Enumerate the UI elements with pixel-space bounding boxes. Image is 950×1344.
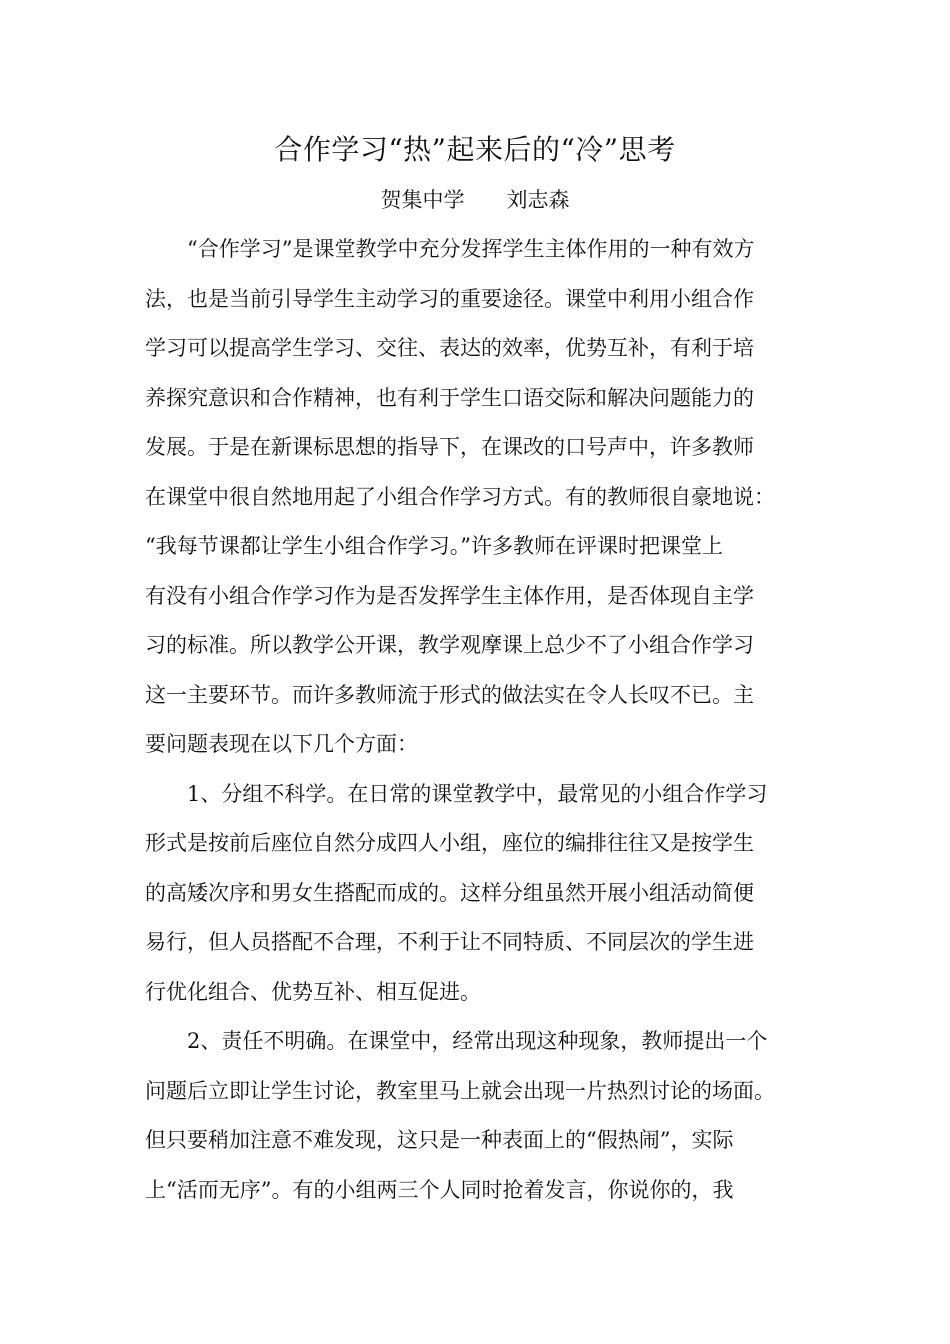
author-byline: 贺集中学 刘志森 (380, 188, 570, 212)
text-line: 学习可以提高学生学习、交往、表达的效率，优势互补，有利于培 (145, 336, 754, 360)
text-line: 但只要稍加注意不难发现，这只是一种表面上的“假热闹”，实际 (145, 1128, 734, 1152)
text-line: 的高矮次序和男女生搭配而成的。这样分组虽然开展小组活动简便 (145, 880, 754, 905)
text-line: 养探究意识和合作精神，也有利于学生口语交际和解决问题能力的 (145, 385, 754, 410)
text-line: 2、责任不明确。在课堂中，经常出现这种现象，教师提出一个 (187, 1029, 768, 1053)
text-line: 法，也是当前引导学生主动学习的重要途径。课堂中利用小组合作 (145, 286, 754, 311)
text-line: 习的标准。所以教学公开课，教学观摩课上总少不了小组合作学习 (145, 633, 754, 657)
text-line: 形式是按前后座位自然分成四人小组，座位的编排往往又是按学生 (145, 831, 754, 855)
text-line: “合作学习”是课堂教学中充分发挥学生主体作用的一种有效方 (187, 237, 755, 261)
body-text (145, 225, 825, 1215)
text-line: 发展。于是在新课标思想的指导下，在课改的口号声中，许多教师 (145, 435, 754, 459)
text-line: “我每节课都让学生小组合作学习。”许多教师在评课时把课堂上 (145, 534, 723, 558)
text-line: 易行，但人员搭配不合理，不利于让不同特质、不同层次的学生进 (145, 930, 754, 954)
document-title: 合作学习“热”起来后的“冷”思考 (274, 133, 676, 166)
text-line: 问题后立即让学生讨论，教室里马上就会出现一片热烈讨论的场面。 (145, 1078, 775, 1103)
text-line: 1、分组不科学。在日常的课堂教学中，最常见的小组合作学习 (187, 781, 768, 806)
text-line: 上“活而无序”。有的小组两三个人同时抢着发言，你说你的，我 (145, 1177, 734, 1202)
text-line: 在课堂中很自然地用起了小组合作学习方式。有的教师很自豪地说： (145, 484, 775, 509)
text-line: 要问题表现在以下几个方面： (145, 732, 418, 756)
text-line: 有没有小组合作学习作为是否发挥学生主体作用，是否体现自主学 (145, 583, 754, 608)
text-line: 这一主要环节。而许多教师流于形式的做法实在令人长叹不已。主 (145, 682, 754, 707)
text-line: 行优化组合、优势互补、相互促进。 (145, 979, 481, 1004)
